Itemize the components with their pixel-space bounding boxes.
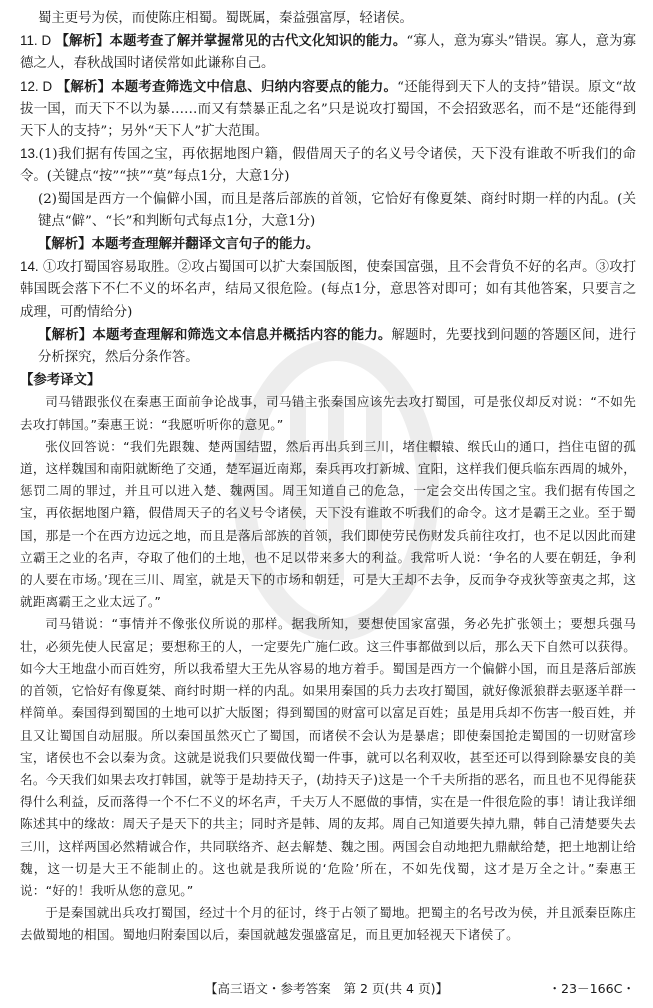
answer-14-text: ①攻打蜀国容易取胜。②攻占蜀国可以扩大秦国版图，使秦国富强，且不会背负不好的名声。③攻打韩国既会落下不仁不义的坏名声，结局又很危险。(每点1分，意思答对即可；如有其他答案，只要言之成理，可酌情给分) [20,260,637,320]
answer-13-analysis-tag: 【解析】 [38,236,92,252]
translation-paragraph-1: 司马错跟张仪在秦惠王面前争论战事，司马错主张秦国应该先去攻打蜀国，可是张仪却反对说：“不如先去攻打韩国。”秦惠王说：“我愿听听你的意见。” [20,394,636,432]
reference-translation-title: 【参考译文】 [20,372,101,388]
answer-13-part-1 [20,143,636,188]
answer-12-number: 12. D [20,78,53,94]
answer-11-text: “寡人，意为寡头”错误。寡人，意为寡德之人，春秋战国时诸侯常如此谦称自己。 [20,34,637,72]
translation-paragraph-2: 张仪回答说：“我们先跟魏、楚两国结盟，然后再出兵到三川，堵住轘辕、缑氏山的通口，挡住屯留的孤道，这样魏国和南阳就断绝了交通，楚军逼近南郑，秦兵再攻打新城、宜阳，这样我们便兵临东西周的城外，惩罚二周的罪过，并且可以进入楚、魏两国。周王知道自己的危急，一定会交出传国之宝。我们据有传国之宝，再依据地图户籍，假借周天子的名义号令诸侯，天下没有谁敢不听我们的命令。这才是霸王之业。至于蜀国，那是一个在西方边远之地，而且是落后部族的首领，我们即使劳民伤财发兵前往攻打，也不足以因此而建立霸王之业的名声，夺取了他们的土地，也不足以带来多大的利益。我常听人说：‘争名的人要在朝廷，争利的人要在市场。’现在三川、周室，就是天下的市场和朝廷，可是大王却不去争，反而争夺戎狄等蛮夷之邦，这就距离霸王之业太远了。” [20,438,636,610]
answer-14-number: 14. [20,259,39,275]
previous-page-continuation: 蜀主更号为侯，而使陈庄相蜀。蜀既属，秦益强富厚，轻诸侯。 [38,11,413,26]
answer-14-analysis [20,324,636,369]
answer-12-text: “还能得到天下人的支持”错误。原文“故拔一国，而天下不以为暴……而又有禁暴正乱之名”只是说攻打蜀国，不会招致恶名，而不是“还能得到天下人的支持”；另外“天下人”扩大范围。 [20,79,636,140]
page-footer [0,978,653,1000]
footer-page-info: 【高三语文・参考答案 第 2 页(共 4 页)】 [204,981,449,996]
answer-14-analysis-bold: 本题考查理解和筛选文本信息并概括内容的能力。 [92,326,392,342]
answer-13-part-2: (2)蜀国是西方一个偏僻小国，而且是落后部族的首领，它恰好有像夏桀、商纣时期一样的内乱。(关键点“僻”、“长”和判断句式每点1分，大意1分) [38,191,636,229]
answer-11 [20,30,636,75]
answer-12 [20,76,636,144]
answer-content [20,8,636,947]
answer-11-bold-text: 本题考查了解并掌握常见的古代文化知识的能力。 [109,33,407,49]
answer-11-number: 11. D [20,33,52,49]
answer-13-analysis [20,233,636,256]
answer-13-analysis-text: 本题考查理解并翻译文言句子的能力。 [91,236,320,252]
answer-12-bold-text: 本题考查筛选文中信息、归纳内容要点的能力。 [111,78,398,94]
answer-13-number: 13. [20,146,39,162]
answer-11-tag: 【解析】 [55,33,110,49]
answer-14-analysis-text: 解题时，先要找到问题的答题区间，进行分析探究，然后分条作答。 [38,327,637,366]
answer-12-tag: 【解析】 [56,78,112,94]
translation-paragraph-3: 司马错说：“事情并不像张仪所说的那样。据我所知，要想使国家富强，务必先扩张领土；要想兵强马壮，必须先使人民富足；要想称王的人，一定要先广施仁政。这三件事都做到以后，那么天下自然可以获得。如今大王地盘小而百姓穷，所以我希望大王先从容易的地方着手。蜀国是西方一个偏僻小国，而且是落后部族的首领，它恰好有像夏桀、商纣时期一样的内乱。如果用秦国的兵力去攻打蜀国，就好像派狼群去驱逐羊群一样简单。秦国得到蜀国的土地可以扩大版图；得到蜀国的财富可以富足百姓；虽是用兵却不伤害一般百姓，并且又让蜀国自动屈服。所以秦国虽然灭亡了蜀国，而诸侯不会认为是暴虐；即使秦国抢走蜀国的一切财富珍宝，诸侯也不会以秦为贪。这就是说我们只要做伐蜀一件事，就可以名利双收，甚至还可以得到除暴安良的美名。今天我们如果去攻打韩国，就等于是劫持天子，(劫持天子)这是一个千夫所指的恶名，而且也不见得能获得什么利益，反而落得一个不仁不义的坏名声，千夫万人不愿做的事情，实在是一件很危险的事！请让我详细陈述其中的缘故：周天子是天下的共主；同时齐是韩、周的友邦。周自己知道要失掉九鼎，韩自己清楚要失去三川，这样两国必然精诚合作，共同联络齐、赵去解楚、魏之围。两国会自动地把九鼎献给楚，把土地割让给魏，这一切是大王不能制止的。这也就是我所说的‘危险’所在，不如先伐蜀，这才是万全之计。”秦惠王说：“好的！我听从您的意见。” [20,616,636,898]
answer-14 [20,256,636,324]
translation-paragraph-4: 于是秦国就出兵攻打蜀国，经过十个月的征讨，终于占领了蜀地。把蜀主的名号改为侯，并且派秦臣陈庄去做蜀地的相国。蜀地归附秦国以后，秦国就越发强盛富足，而且更加轻视天下诸侯了。 [20,905,636,943]
footer-code: ・23－166C・ [548,981,635,996]
answer-14-analysis-tag: 【解析】 [38,326,93,342]
answer-13-part-1-text: (1)我们据有传国之宝，再依据地图户籍，假借周天子的名义号令诸侯，天下没有谁敢不听我们的命令。(关键点“按”“挟”“莫”每点1分，大意1分) [20,147,636,185]
